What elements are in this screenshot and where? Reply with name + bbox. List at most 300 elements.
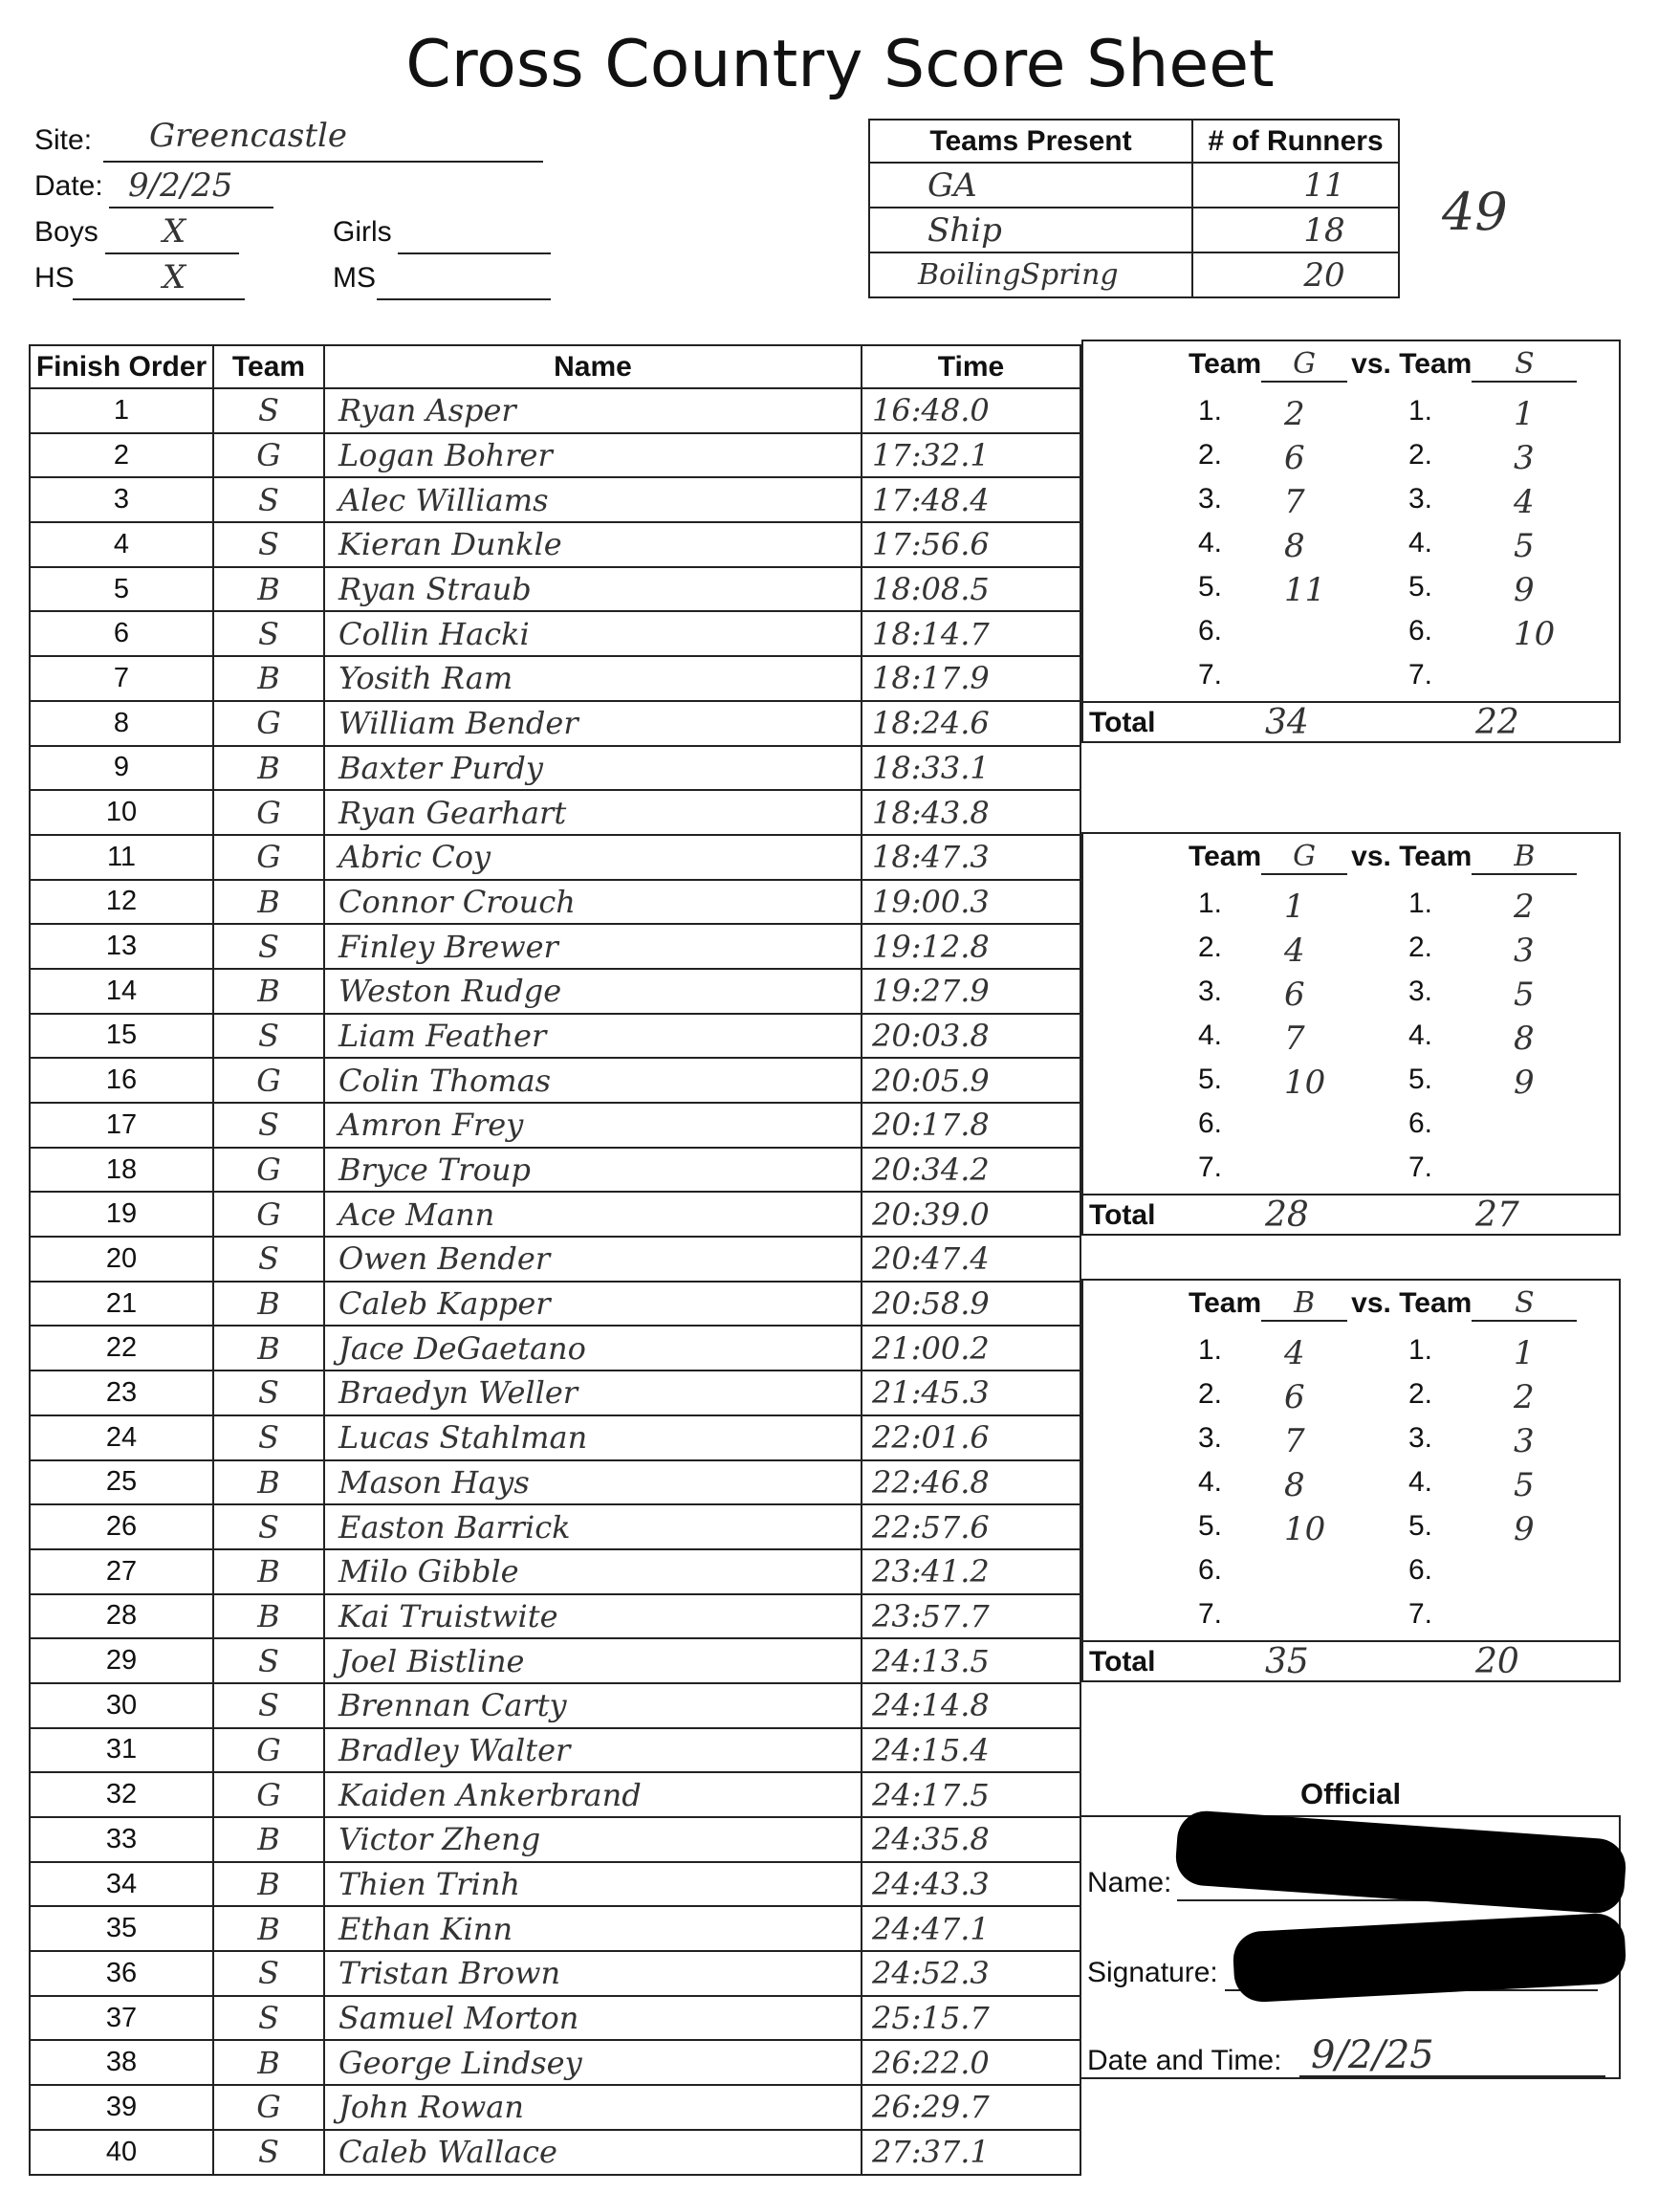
table-row (30, 790, 1080, 835)
runner-name: Logan Bohrer (324, 433, 862, 478)
vs-label: vs. Team (1351, 841, 1473, 872)
runner-name: Mason Hays (324, 1460, 862, 1505)
table-row (30, 1862, 1080, 1907)
team-code: B (213, 746, 324, 791)
finish-time: 17:56.6 (862, 522, 1080, 567)
runner-name: Kieran Dunkle (324, 522, 862, 567)
finish-order: 6 (30, 611, 213, 656)
finish-order: 9 (30, 746, 213, 791)
runner-name: Braedyn Weller (324, 1371, 862, 1415)
matchup-row (1083, 1598, 1619, 1642)
team-code: S (213, 388, 324, 433)
team-b-score: 9 (1514, 571, 1535, 609)
table-row (30, 1906, 1080, 1951)
total-row (1083, 701, 1619, 745)
finish-time: 23:41.2 (862, 1549, 1080, 1594)
team-code: G (213, 1192, 324, 1237)
team-a-score: 6 (1284, 976, 1305, 1014)
finish-order: 28 (30, 1594, 213, 1639)
date-field (34, 166, 283, 208)
team-label: Team (1189, 348, 1262, 380)
place-label: 1. (1198, 1334, 1223, 1366)
team-code: G (213, 790, 324, 835)
team-b-score: 2 (1514, 1378, 1535, 1416)
runner-name: Weston Rudge (324, 969, 862, 1014)
team-code: G (213, 1772, 324, 1817)
page-title: Cross Country Score Sheet (405, 27, 1275, 102)
ms-label: MS (333, 262, 376, 294)
team-a-score: 8 (1284, 527, 1305, 565)
runner-total-note: 49 (1442, 182, 1508, 242)
matchup-row (1083, 395, 1619, 439)
team-a-total: 35 (1265, 1642, 1309, 1681)
finish-order: 29 (30, 1638, 213, 1683)
matchup-row (1083, 1064, 1619, 1107)
place-label: 7. (1408, 1598, 1433, 1630)
team-code: G (213, 1728, 324, 1773)
team-code: B (213, 1906, 324, 1951)
team-a-code: G (1261, 840, 1347, 875)
finish-time: 20:58.9 (862, 1282, 1080, 1327)
finish-time: 22:01.6 (862, 1415, 1080, 1460)
official-name-label: Name: (1087, 1867, 1172, 1898)
place-label: 4. (1408, 527, 1433, 559)
runner-name: Liam Feather (324, 1014, 862, 1059)
team-code: S (213, 1415, 324, 1460)
finish-time: 19:12.8 (862, 924, 1080, 969)
place-label: 7. (1408, 1151, 1433, 1183)
team-code: G (213, 701, 324, 746)
table-row (30, 1951, 1080, 1996)
hs-label: HS (34, 262, 75, 294)
matchup-row (1083, 1020, 1619, 1064)
finish-order: 14 (30, 969, 213, 1014)
table-row (30, 1282, 1080, 1327)
matchup-row (1083, 1554, 1619, 1598)
place-label: 5. (1198, 1510, 1223, 1542)
team-a-score: 7 (1284, 483, 1305, 521)
place-label: 6. (1198, 615, 1223, 647)
finish-order: 33 (30, 1817, 213, 1862)
team-code: B (213, 1549, 324, 1594)
runner-name: Milo Gibble (324, 1549, 862, 1594)
finish-time: 25:15.7 (862, 1996, 1080, 2041)
finish-order: 31 (30, 1728, 213, 1773)
matchup-header (1189, 840, 1581, 875)
team-code: S (213, 1504, 324, 1549)
finish-time: 22:57.6 (862, 1504, 1080, 1549)
team-code: B (213, 1817, 324, 1862)
table-row (30, 1192, 1080, 1237)
finish-time: 19:00.3 (862, 880, 1080, 925)
matchup-row (1083, 976, 1619, 1020)
place-label: 1. (1198, 888, 1223, 919)
finish-time: 24:13.5 (862, 1638, 1080, 1683)
runner-name: Connor Crouch (324, 880, 862, 925)
matchup-box (1081, 832, 1621, 1236)
place-label: 4. (1198, 1466, 1223, 1498)
runner-count: 11 (1192, 163, 1399, 208)
finish-time: 18:43.8 (862, 790, 1080, 835)
boys-label: Boys (34, 216, 98, 248)
table-row (30, 1996, 1080, 2041)
team-b-code: S (1472, 1286, 1577, 1322)
runner-name: Brennan Carty (324, 1683, 862, 1728)
table-row (30, 835, 1080, 880)
team-code: S (213, 1237, 324, 1282)
table-row (30, 1504, 1080, 1549)
place-label: 7. (1198, 1598, 1223, 1630)
place-label: 3. (1408, 1422, 1433, 1454)
site-field (34, 117, 513, 163)
finish-order: 25 (30, 1460, 213, 1505)
place-label: 2. (1198, 439, 1223, 471)
finish-time: 16:48.0 (862, 388, 1080, 433)
place-label: 2. (1408, 932, 1433, 963)
total-label: Total (1089, 1646, 1156, 1678)
runner-name: Jace DeGaetano (324, 1326, 862, 1371)
matchup-row (1083, 1151, 1619, 1195)
table-row (30, 746, 1080, 791)
team-b-score: 5 (1514, 527, 1535, 565)
table-row (30, 1817, 1080, 1862)
official-title: Official (1300, 1777, 1402, 1810)
runner-count: 20 (1192, 252, 1399, 297)
matchup-box (1081, 1279, 1621, 1682)
matchup-row (1083, 1466, 1619, 1510)
team-code: S (213, 1996, 324, 2041)
place-label: 1. (1408, 1334, 1433, 1366)
runner-name: Ace Mann (324, 1192, 862, 1237)
table-row (30, 1594, 1080, 1639)
runner-name: Joel Bistline (324, 1638, 862, 1683)
boys-field (34, 212, 245, 254)
team-code: S (213, 1638, 324, 1683)
finish-order: 4 (30, 522, 213, 567)
matchup-row (1083, 888, 1619, 932)
team-a-score: 7 (1284, 1020, 1305, 1058)
matchup-row (1083, 1107, 1619, 1151)
team-a-score: 4 (1284, 932, 1305, 970)
datetime-label: Date and Time: (1087, 2045, 1282, 2076)
boys-value: X (163, 212, 186, 251)
finish-order: 20 (30, 1237, 213, 1282)
site-value: Greencastle (149, 117, 347, 155)
team-b-score: 5 (1514, 1466, 1535, 1504)
place-label: 6. (1198, 1107, 1223, 1139)
table-row (30, 1683, 1080, 1728)
finish-time: 24:15.4 (862, 1728, 1080, 1773)
team-a-score: 1 (1284, 888, 1305, 926)
total-row (1083, 1640, 1619, 1684)
matchup-row (1083, 615, 1619, 659)
vs-label: vs. Team (1351, 348, 1473, 380)
table-row (30, 1728, 1080, 1773)
team-code: S (213, 924, 324, 969)
runner-name: Tristan Brown (324, 1951, 862, 1996)
finish-time: 24:14.8 (862, 1683, 1080, 1728)
team-a-score: 11 (1284, 571, 1326, 609)
table-row (869, 163, 1399, 208)
finish-order: 32 (30, 1772, 213, 1817)
finish-order: 2 (30, 433, 213, 478)
team-code: S (213, 1683, 324, 1728)
table-row (30, 1103, 1080, 1148)
team-a-code: G (1261, 347, 1347, 383)
table-row (30, 924, 1080, 969)
matchup-row (1083, 1334, 1619, 1378)
table-row (30, 477, 1080, 522)
table-row (30, 1326, 1080, 1371)
team-b-total: 27 (1475, 1195, 1519, 1235)
team-code: B (213, 1594, 324, 1639)
team-code: S (213, 1371, 324, 1415)
table-row (30, 1371, 1080, 1415)
team-name: GA (869, 163, 1192, 208)
team-b-code: B (1472, 840, 1577, 875)
finish-order-header: Finish Order (30, 345, 213, 388)
team-a-score: 6 (1284, 439, 1305, 477)
team-a-score: 6 (1284, 1378, 1305, 1416)
place-label: 7. (1408, 659, 1433, 691)
team-b-total: 22 (1475, 703, 1519, 742)
finish-time: 18:24.6 (862, 701, 1080, 746)
place-label: 4. (1198, 527, 1223, 559)
finish-time: 24:17.5 (862, 1772, 1080, 1817)
finish-order: 11 (30, 835, 213, 880)
runner-name: Bryce Troup (324, 1148, 862, 1193)
runner-name: Ryan Straub (324, 567, 862, 612)
team-code: G (213, 433, 324, 478)
runner-name: Easton Barrick (324, 1504, 862, 1549)
place-label: 4. (1408, 1466, 1433, 1498)
team-a-total: 28 (1265, 1195, 1309, 1235)
finish-time: 20:05.9 (862, 1058, 1080, 1103)
finish-time: 20:47.4 (862, 1237, 1080, 1282)
table-row (30, 522, 1080, 567)
finish-order: 23 (30, 1371, 213, 1415)
runner-name: Finley Brewer (324, 924, 862, 969)
datetime-value: 9/2/25 (1311, 2033, 1434, 2077)
team-name: Ship (869, 208, 1192, 252)
finish-time: 20:39.0 (862, 1192, 1080, 1237)
place-label: 7. (1198, 1151, 1223, 1183)
matchup-row (1083, 1422, 1619, 1466)
table-row (30, 1415, 1080, 1460)
table-row (30, 1549, 1080, 1594)
team-b-score: 5 (1514, 976, 1535, 1014)
finish-order: 5 (30, 567, 213, 612)
finish-time: 24:43.3 (862, 1862, 1080, 1907)
runner-name: Victor Zheng (324, 1817, 862, 1862)
team-code: B (213, 567, 324, 612)
runners-header: # of Runners (1192, 120, 1399, 163)
team-a-score: 10 (1284, 1064, 1326, 1102)
runner-name: Kai Truistwite (324, 1594, 862, 1639)
finish-time: 24:47.1 (862, 1906, 1080, 1951)
table-row (30, 2130, 1080, 2175)
table-row (30, 2040, 1080, 2085)
table-row (30, 1772, 1080, 1817)
team-code: B (213, 880, 324, 925)
finish-time: 19:27.9 (862, 969, 1080, 1014)
finish-time: 18:47.3 (862, 835, 1080, 880)
place-label: 4. (1198, 1020, 1223, 1051)
total-label: Total (1089, 707, 1156, 738)
finish-order: 16 (30, 1058, 213, 1103)
finish-order: 26 (30, 1504, 213, 1549)
place-label: 7. (1198, 659, 1223, 691)
table-row (30, 611, 1080, 656)
runner-name: George Lindsey (324, 2040, 862, 2085)
team-code: B (213, 1862, 324, 1907)
place-label: 2. (1198, 932, 1223, 963)
team-b-score: 2 (1514, 888, 1535, 926)
teams-present-table (868, 119, 1400, 298)
hs-value: X (163, 258, 186, 296)
finish-order: 1 (30, 388, 213, 433)
place-label: 1. (1408, 395, 1433, 427)
table-row (30, 969, 1080, 1014)
matchup-row (1083, 1510, 1619, 1554)
place-label: 5. (1198, 571, 1223, 603)
team-b-score: 3 (1514, 932, 1535, 970)
team-b-code: S (1472, 347, 1577, 383)
finish-order: 37 (30, 1996, 213, 2041)
runner-name: Ryan Asper (324, 388, 862, 433)
runner-name: Alec Williams (324, 477, 862, 522)
finish-order: 27 (30, 1549, 213, 1594)
runner-name: William Bender (324, 701, 862, 746)
runner-name: Collin Hacki (324, 611, 862, 656)
place-label: 4. (1408, 1020, 1433, 1051)
team-name: BoilingSpring (869, 252, 1192, 297)
ms-field (333, 262, 553, 300)
finish-order: 10 (30, 790, 213, 835)
finish-order: 36 (30, 1951, 213, 1996)
table-row (30, 2085, 1080, 2130)
team-code: B (213, 656, 324, 701)
place-label: 6. (1198, 1554, 1223, 1586)
time-header: Time (862, 345, 1080, 388)
table-row (30, 1014, 1080, 1059)
teams-present-header: Teams Present (869, 120, 1192, 163)
finish-order: 22 (30, 1326, 213, 1371)
finish-order: 38 (30, 2040, 213, 2085)
matchup-row (1083, 1378, 1619, 1422)
date-value: 9/2/25 (128, 166, 233, 205)
team-a-score: 4 (1284, 1334, 1305, 1372)
total-row (1083, 1194, 1619, 1238)
place-label: 5. (1198, 1064, 1223, 1095)
runner-count: 18 (1192, 208, 1399, 252)
team-code: S (213, 1951, 324, 1996)
team-b-score: 4 (1514, 483, 1535, 521)
finish-time: 23:57.7 (862, 1594, 1080, 1639)
runner-name: Colin Thomas (324, 1058, 862, 1103)
runner-name: Thien Trinh (324, 1862, 862, 1907)
team-b-score: 1 (1514, 1334, 1535, 1372)
place-label: 6. (1408, 1554, 1433, 1586)
team-code: S (213, 477, 324, 522)
team-code: B (213, 1282, 324, 1327)
team-code: B (213, 1326, 324, 1371)
matchup-box (1081, 340, 1621, 743)
place-label: 6. (1408, 615, 1433, 647)
place-label: 5. (1408, 571, 1433, 603)
finish-order: 39 (30, 2085, 213, 2130)
place-label: 3. (1198, 976, 1223, 1007)
finish-time: 21:45.3 (862, 1371, 1080, 1415)
place-label: 6. (1408, 1107, 1433, 1139)
place-label: 3. (1408, 976, 1433, 1007)
finish-time: 26:29.7 (862, 2085, 1080, 2130)
runner-name: Bradley Walter (324, 1728, 862, 1773)
place-label: 3. (1408, 483, 1433, 515)
table-row (30, 1237, 1080, 1282)
table-row (30, 1638, 1080, 1683)
hs-field (34, 258, 254, 300)
name-header: Name (324, 345, 862, 388)
finish-time: 18:17.9 (862, 656, 1080, 701)
team-code: S (213, 2130, 324, 2175)
finish-order: 30 (30, 1683, 213, 1728)
finish-time: 18:33.1 (862, 746, 1080, 791)
girls-label: Girls (333, 216, 392, 248)
team-b-score: 3 (1514, 439, 1535, 477)
table-row (30, 388, 1080, 433)
finish-time: 20:17.8 (862, 1103, 1080, 1148)
finish-order: 12 (30, 880, 213, 925)
runner-name: Ethan Kinn (324, 1906, 862, 1951)
place-label: 3. (1198, 483, 1223, 515)
table-row (30, 433, 1080, 478)
team-code: G (213, 835, 324, 880)
team-code: G (213, 1148, 324, 1193)
finish-time: 18:14.7 (862, 611, 1080, 656)
team-code: G (213, 1058, 324, 1103)
runner-name: John Rowan (324, 2085, 862, 2130)
runner-name: Caleb Wallace (324, 2130, 862, 2175)
place-label: 2. (1408, 439, 1433, 471)
team-b-score: 1 (1514, 395, 1535, 433)
team-code: S (213, 522, 324, 567)
finish-order: 18 (30, 1148, 213, 1193)
finish-time: 20:34.2 (862, 1148, 1080, 1193)
table-row (30, 880, 1080, 925)
finish-time: 24:52.3 (862, 1951, 1080, 1996)
matchup-row (1083, 659, 1619, 703)
table-row (30, 567, 1080, 612)
site-label: Site: (34, 124, 93, 156)
team-code: G (213, 2085, 324, 2130)
team-code: S (213, 611, 324, 656)
runner-name: Caleb Kapper (324, 1282, 862, 1327)
matchup-row (1083, 483, 1619, 527)
team-b-score: 10 (1514, 615, 1556, 653)
finish-time: 24:35.8 (862, 1817, 1080, 1862)
place-label: 2. (1408, 1378, 1433, 1410)
team-b-score: 3 (1514, 1422, 1535, 1460)
team-b-total: 20 (1475, 1642, 1519, 1681)
finish-order: 21 (30, 1282, 213, 1327)
table-row (869, 208, 1399, 252)
team-b-score: 9 (1514, 1510, 1535, 1548)
runner-name: Amron Frey (324, 1103, 862, 1148)
matchup-row (1083, 527, 1619, 571)
team-code: S (213, 1103, 324, 1148)
finish-order: 40 (30, 2130, 213, 2175)
